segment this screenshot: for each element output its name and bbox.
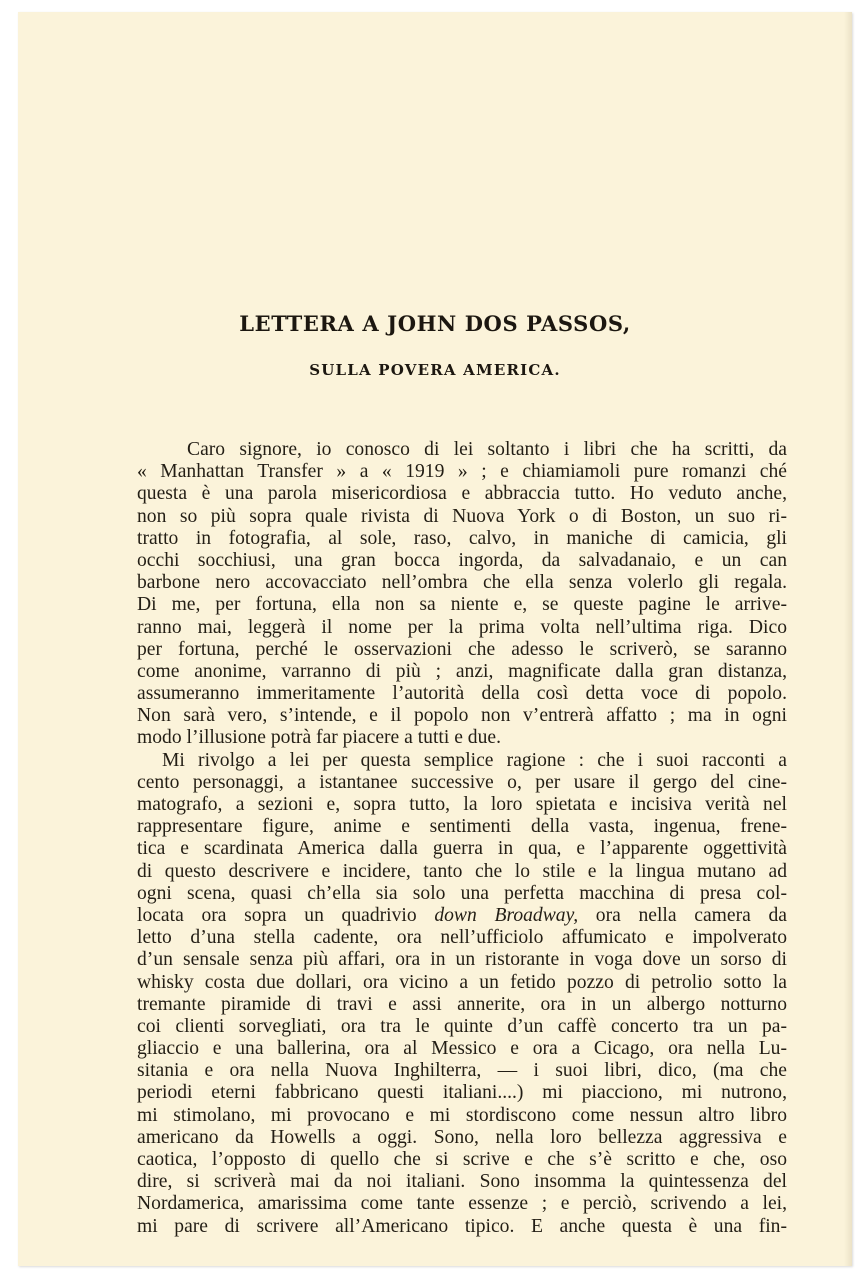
body-line-tail: ora nella camera da — [578, 904, 787, 926]
chapter-title: LETTERA A JOHN DOS PASSOS, — [239, 311, 631, 336]
body-line: tremante piramide di travi e assi annerite, ora in un albergo notturno — [137, 993, 787, 1015]
body-line: rappresentare figure, anime e sentimenti della vasta, ingenua, frene- — [137, 816, 787, 838]
body-line: tratto in fotografia, al sole, raso, calvo, in maniche di camicia, gli — [137, 527, 787, 549]
body-line: letto d’una stella cadente, ora nell’ufficiolo affumicato e impolverato — [137, 927, 787, 949]
body-line: periodi eterni fabbricano questi italiani....) mi piacciono, mi nutrono, — [137, 1082, 787, 1104]
body-line: questa è una parola misericordiosa e abbraccia tutto. Ho veduto anche, — [137, 483, 787, 505]
body-line: tica e scardinata America dalla guerra in qua, e l’apparente oggettività — [137, 838, 787, 860]
body-line: whisky costa due dollari, ora vicino a un fetido pozzo di petrolio sotto la — [137, 971, 787, 993]
body-line: coi clienti sorvegliati, ora tra le quinte d’un caffè concerto tra un pa- — [137, 1015, 787, 1037]
body-line: di questo descrivere e incidere, tanto che lo stile e la lingua mutano ad — [137, 860, 787, 882]
body-line: ranno mai, leggerà il nome per la prima volta nell’ultima riga. Dico — [137, 616, 787, 638]
italic-phrase: down Broadway, — [434, 904, 579, 926]
body-line-mixed — [137, 905, 787, 927]
body-line: Caro signore, io conosco di lei soltanto i libri che ha scritti, da — [187, 439, 787, 460]
body-line: Mi rivolgo a lei per questa semplice ragione : che i suoi racconti a — [162, 749, 787, 771]
body-line: caotica, l’opposto di quello che si scrive e che s’è scritto e che, oso — [137, 1149, 787, 1170]
body-line: barbone nero accovacciato nell’ombra che ella senza volerlo gli regala. — [137, 572, 787, 594]
body-line: cento personaggi, a istantanee successive o, per usare il gergo del cine- — [137, 771, 787, 793]
body-line: d’un sensale senza più affari, ora in un ristorante in voga dove un sorso di — [137, 949, 787, 971]
body-line: assumeranno immeritamente l’autorità della così detta voce di popolo. — [137, 683, 787, 705]
body-line: modo l’illusione potrà far piacere a tutti e due. — [137, 727, 501, 749]
body-line: occhi socchiusi, una gran bocca ingorda, da salvadanaio, e un can — [137, 549, 787, 571]
body-line: ogni scena, quasi ch’ella sia solo una perfetta macchina di presa col- — [137, 882, 787, 904]
body-line: sitania e ora nella Nuova Inghilterra, — i suoi libri, dico, (ma che — [137, 1060, 787, 1082]
body-line: « Manhattan Transfer » a « 1919 » ; e chiamiamoli pure romanzi ché — [137, 461, 787, 483]
letter-body — [137, 439, 787, 1238]
body-line: mi pare di scrivere all’Americano tipico. E anche questa è una fin- — [137, 1215, 787, 1237]
body-line: come anonime, varranno di più ; anzi, magnificate dalla gran distanza, — [137, 660, 787, 682]
book-page — [18, 12, 852, 1266]
body-line: per fortuna, perché le osservazioni che adesso le scriverò, se saranno — [137, 638, 787, 660]
chapter-subtitle: SULLA POVERA AMERICA. — [309, 361, 561, 379]
body-line: Di me, per fortuna, ella non sa niente e, se queste pagine le arrive- — [137, 594, 787, 616]
body-line: americano da Howells a oggi. Sono, nella loro bellezza aggressiva e — [137, 1126, 787, 1148]
body-line: mi stimolano, mi provocano e mi stordiscono come nessun altro libro — [137, 1104, 787, 1126]
body-line: Non sarà vero, s’intende, e il popolo non v’entrerà affatto ; ma in ogni — [137, 705, 787, 727]
body-line: matografo, a sezioni e, sopra tutto, la loro spietata e incisiva verità nel — [137, 794, 787, 815]
body-line: gliaccio e una ballerina, ora al Messico e ora a Cicago, ora nella Lu- — [137, 1038, 787, 1060]
body-line-head: locata ora sopra un quadrivio — [137, 904, 435, 926]
body-line: Nordamerica, amarissima come tante essenze ; e perciò, scrivendo a lei, — [137, 1193, 787, 1215]
body-line: non so più sopra quale rivista di Nuova York o di Boston, un suo ri- — [137, 505, 787, 527]
body-line: dire, si scriverà mai da noi italiani. Sono insomma la quintessenza del — [137, 1171, 787, 1193]
